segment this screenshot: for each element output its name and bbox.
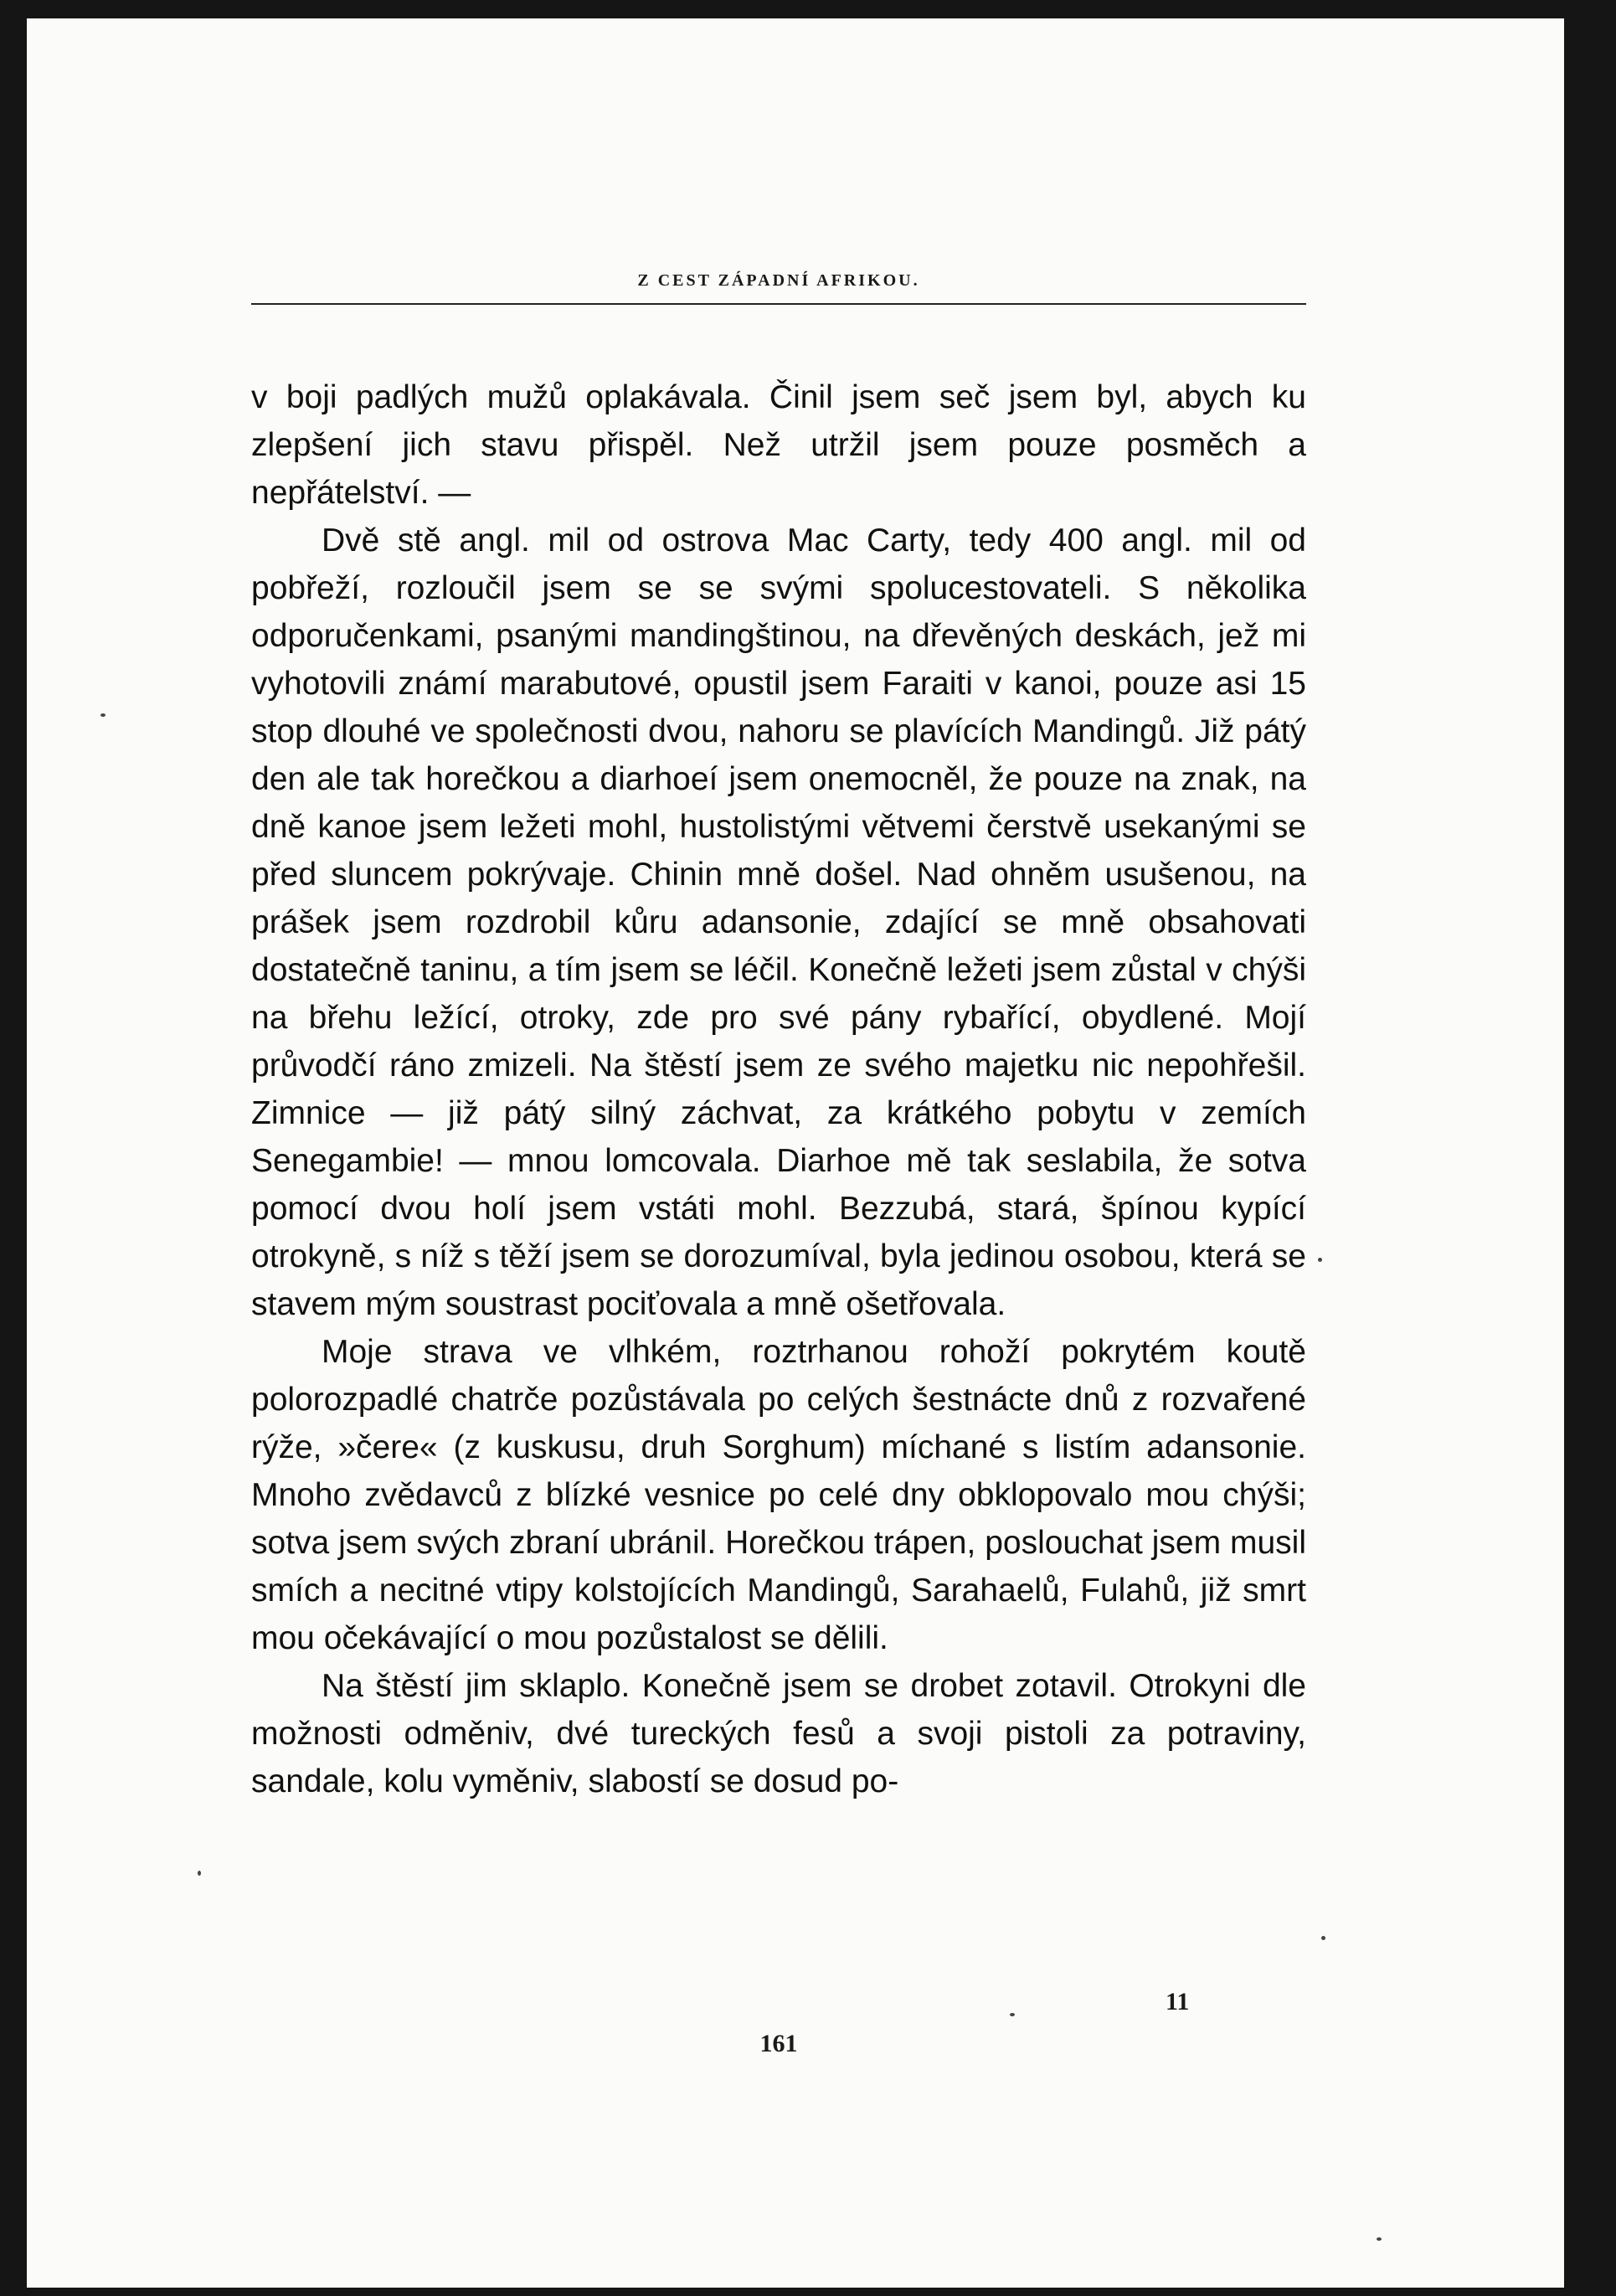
paper-speck xyxy=(1377,2237,1382,2241)
signature-mark: 11 xyxy=(1166,1988,1190,2015)
paper-speck xyxy=(1010,2013,1015,2016)
paragraph-2: Dvě stě angl. mil od ostrova Mac Carty, tedy 400 angl. mil od pobřeží, rozloučil jsem se se svými spolucestovateli. S několika odporučenkami, psanými mandingštinou, na dřevěných deskách, jež mi vyhotovili známí marabutové, opustil jsem Faraiti v kanoi, pouze asi 15 stop dlouhé ve společnosti dvou, nahoru se plavících Mandingů. Již pátý den ale tak horečkou a diarhoeí jsem onemocněl, že pouze na znak, na dně kanoe jsem ležeti mohl, hustolistými větvemi čerstvě usekanými se před sluncem pokrývaje. Chinin mně došel. Nad ohněm usušenou, na prášek jsem rozdrobil kůru adansonie, zdající se mně obsahovati dostatečně taninu, a tím jsem se léčil. Konečně ležeti jsem zůstal v chýši na břehu ležící, otroky, zde pro své pány rybařící, obydlené. Mojí průvodčí ráno zmizeli. Na štěstí jsem ze svého majetku nic nepohřešil. Zimnice — již pátý silný záchvat, za krátkého pobytu v zemích Senegambie! — mnou lomcovala. Diarhoe mě tak seslabila, že sotva pomocí dvou holí jsem vstáti mohl. Bezzubá, stará, špínou kypící otrokyně, s níž s těží jsem se dorozumíval, byla jedinou osobou, která se stavem mým soustrast pociťovala a mně ošetřovala. xyxy=(251,523,1306,1322)
paper-speck xyxy=(198,1871,201,1876)
paragraph-1: v boji padlých mužů oplakávala. Činil jsem seč jsem byl, abych ku zlepšení jich stavu přispěl. Než utržil jsem pouze posměch a nepřátelství. — xyxy=(251,379,1306,511)
paragraph-4: Na štěstí jim sklaplo. Konečně jsem se drobet zotavil. Otrokyni dle možnosti odměniv, dvé tureckých fesů a svoji pistoli za potraviny, sandale, kolu vyměniv, slabostí se dosud po- xyxy=(251,1668,1306,1799)
body-text xyxy=(251,373,1306,1805)
paragraph-3: Moje strava ve vlhkém, roztrhanou rohoží pokrytém koutě polorozpadlé chatrče pozůstávala po celých šestnácte dnů z rozvařené rýže, »čere« (z kuskusu, druh Sorghum) míchané s listím adansonie. Mnoho zvědavců z blízké vesnice po celé dny obklopovalo mou chýši; sotva jsem svých zbraní ubránil. Horečkou trápen, poslouchat jsem musil smích a necitné vtipy kolstojících Mandingů, Sarahaelů, Fulahů, již smrt mou očekávající o mou pozůstalost se dělili. xyxy=(251,1334,1306,1656)
page-number: 161 xyxy=(759,2030,798,2057)
book-page xyxy=(27,18,1564,2288)
paper-speck xyxy=(1321,1936,1325,1940)
running-title: Z CEST ZÁPADNÍ AFRIKOU. xyxy=(637,271,920,290)
paper-speck xyxy=(1318,1258,1322,1262)
header-rule xyxy=(251,303,1306,305)
paper-speck xyxy=(100,713,106,717)
